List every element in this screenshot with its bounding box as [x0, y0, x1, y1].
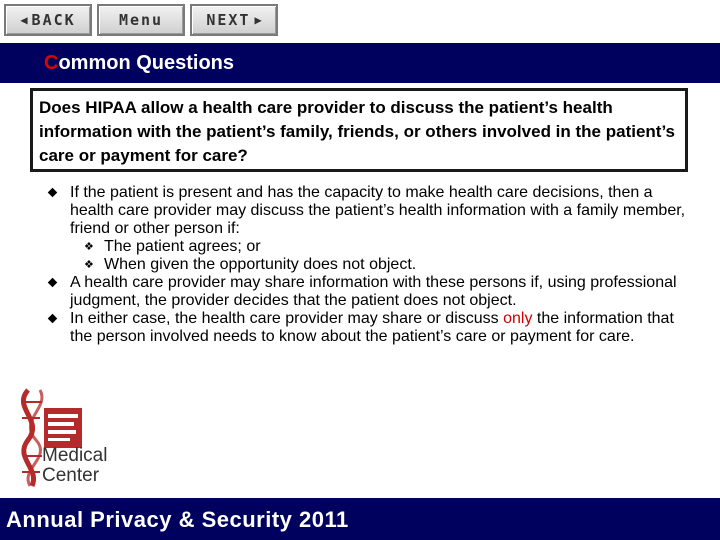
- page-title: [44, 52, 234, 75]
- sub-bullet-item: [48, 256, 688, 274]
- bullet-item: [48, 274, 688, 310]
- logo-line-1: Medical: [42, 445, 108, 466]
- bullet-text-after: the information that the person involved needs to know about the patient’s care or payment for care.: [70, 310, 674, 345]
- emphasis-only: only: [503, 310, 533, 327]
- question-text: Does HIPAA allow a health care provider to discuss the patient’s health information with the patient’s family, friends, or others involved in the patient’s care or payment for care?: [39, 98, 675, 165]
- logo-wordmark: [42, 446, 107, 486]
- diamond-bullet-icon: [48, 278, 58, 288]
- answer-list: [48, 184, 688, 346]
- bullet-text: If the patient is present and has the capacity to make health care decisions, then a health care provider may discuss the patient’s health information with a family member, friend or other person if:: [70, 184, 686, 237]
- next-button[interactable]: [190, 4, 278, 36]
- sub-bullet-text: The patient agrees; or: [104, 238, 261, 255]
- bullet-item: [48, 184, 688, 238]
- logo-line-2: Center: [42, 465, 100, 486]
- sub-bullet-text: When given the opportunity does not object.: [104, 256, 417, 273]
- diamond-bullet-icon: [48, 314, 58, 324]
- triangle-right-icon: ▶: [254, 13, 262, 27]
- back-button[interactable]: [4, 4, 92, 36]
- triangle-left-icon: ◀: [20, 13, 28, 27]
- menu-button[interactable]: [97, 4, 185, 36]
- footer-title: Annual Privacy & Security 2011: [6, 507, 349, 532]
- bullet-text: A health care provider may share information with these persons if, using professional judgment, the provider decides that the patient does not object.: [70, 274, 677, 309]
- question-box: [30, 88, 688, 172]
- bullet-item: [48, 310, 688, 346]
- bullet-text-before: In either case, the health care provider may share or discuss: [70, 310, 504, 327]
- diamond-bullet-icon: [48, 188, 58, 198]
- page-title-initial: C: [44, 52, 59, 74]
- menu-button-label: Menu: [118, 11, 164, 29]
- sub-bullet-item: [48, 238, 688, 256]
- next-button-label: NEXT: [206, 11, 251, 29]
- back-button-label: BACK: [31, 11, 76, 29]
- page-title-rest: ommon Questions: [58, 52, 235, 74]
- check-bullet-icon: ❖: [84, 259, 94, 271]
- check-bullet-icon: ❖: [84, 241, 94, 253]
